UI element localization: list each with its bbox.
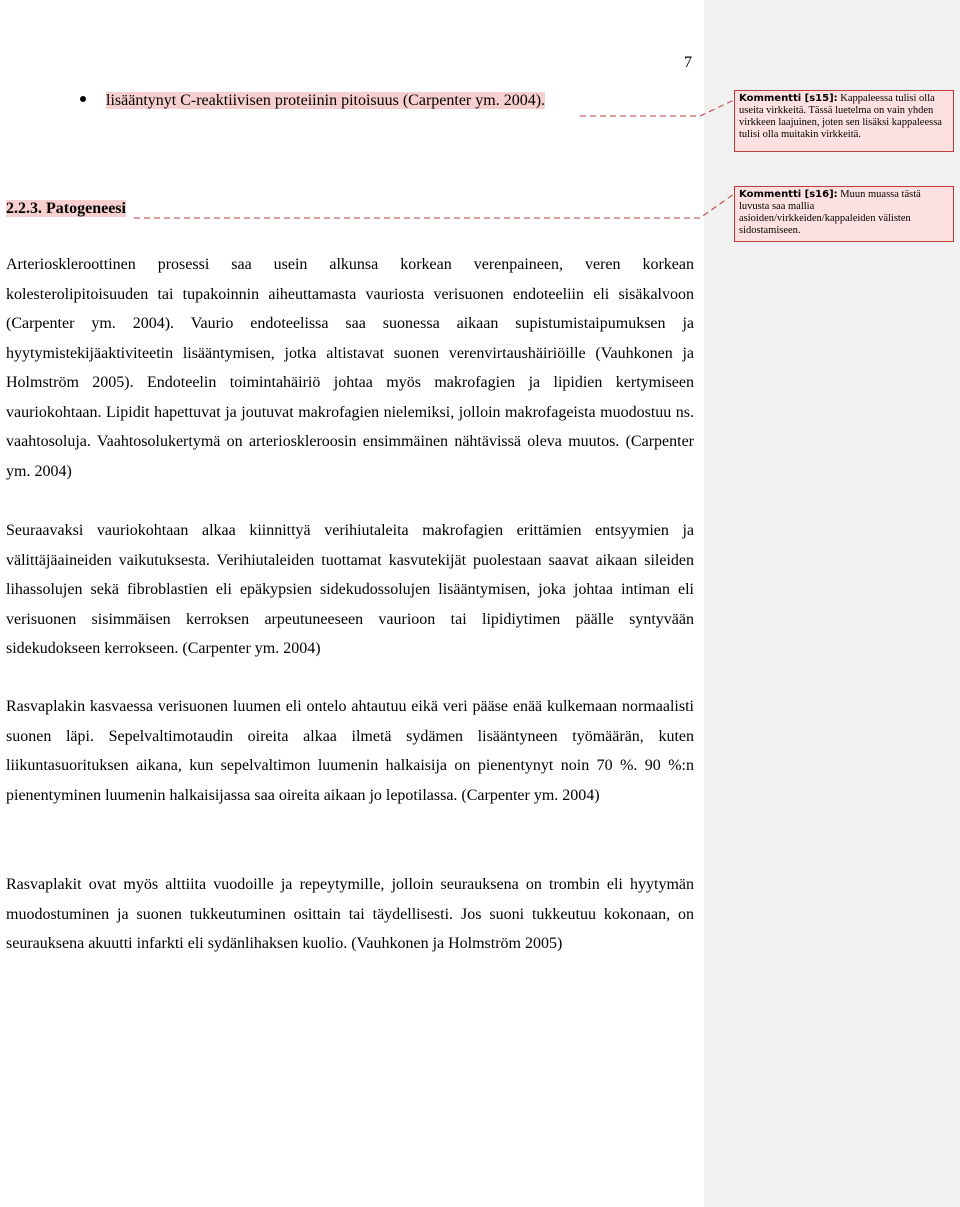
page-number: 7 [684,54,692,71]
bullet-icon [80,96,86,102]
commented-text-s15[interactable]: lisääntynyt C-reaktiivisen proteiinin pitoisuus (Carpenter ym. 2004). [106,92,546,109]
comment-label: Kommentti [s15]: [739,93,838,104]
commented-text-s16[interactable] [6,200,126,217]
section-heading [6,200,126,218]
section-number: 2.2.3. [6,200,42,217]
section-title: Patogeneesi [46,200,126,217]
comment-label: Kommentti [s16]: [739,189,838,200]
comment-margin-pane [704,0,960,1207]
comment-text: Kappaleessa tulisi olla useita virkkeitä. Tässä luetelma on vain yhden virkkeen laajuinen, joten sen lisäksi kappaleessa tulisi olla muitakin virkkeitä. [739,93,942,140]
paragraph-2: Seuraavaksi vauriokohtaan alkaa kiinnittyä verihiutaleita makrofagien erittämien entsyymien ja välittäjäaineiden vaikutuksesta. Verihiutaleiden tuottamat kasvutekijät puolestaan saavat aikaan sileiden lihassolujen sekä fibroblastien eli epäkypsien sidekudossolujen lisääntymisen, joka johtaa intiman eli verisuonen sisimmäisen kerroksen arpeutuneeseen vaurioon tai lipidiytimen päälle syntyvään sidekudokseen kerrokseen. (Carpenter ym. 2004) [6,522,694,657]
paragraph-3: Rasvaplakin kasvaessa verisuonen luumen eli ontelo ahtautuu eikä veri pääse enää kulkemaan normaalisti suonen läpi. Sepelvaltimotaudin oireita alkaa ilmetä sydämen lisääntyneen työmäärän, kuten liikuntasuorituksen aikana, kun sepelvaltimon luumenin halkaisija on pienentynyt noin 70 %. 90 %:n pienentyminen luumenin halkaisijassa saa oireita aikaan jo lepotilassa. (Carpenter ym. 2004) [6,698,694,804]
comment-text: Muun muassa tästä luvusta saa mallia asioiden/virkkeiden/kappaleiden välisten sidostamiseen. [739,189,921,236]
bullet-list-item [80,92,545,110]
comment-balloon-s15[interactable] [734,90,954,152]
paragraph-4: Rasvaplakit ovat myös alttiita vuodoille ja repeytymille, jolloin seurauksena on trombin eli hyytymän muodostuminen ja suonen tukkeutuminen osittain tai täydellisesti. Jos suoni tukkeutuu kokonaan, on seurauksena akuutti infarkti eli sydänlihaksen kuolio. (Vauhkonen ja Holmström 2005) [6,876,694,952]
comment-balloon-s16[interactable] [734,186,954,242]
paragraph-1: Arterioskleroottinen prosessi saa usein alkunsa korkean verenpaineen, veren korkean kolesterolipitoisuuden tai tupakoinnin aiheuttamasta vauriosta verisuonen endoteeliin eli sisäkalvoon (Carpenter ym. 2004). Vaurio endoteelissa saa suonessa aikaan supistumistaipumuksen ja hyytymistekijäaktiviteetin lisääntymisen, jotka altistavat suonen verenvirtaushäiriöille (Vauhkonen ja Holmström 2005). Endoteelin toimintahäiriö johtaa myös makrofagien ja lipidien kertymiseen vauriokohtaan. Lipidit hapettuvat ja joutuvat makrofagien nielemiksi, jolloin makrofageista muodostuu ns. vaahtosoluja. Vaahtosolukertymä on arterioskleroosin ensimmäinen nähtävissä oleva muutos. (Carpenter ym. 2004) [6,256,694,480]
